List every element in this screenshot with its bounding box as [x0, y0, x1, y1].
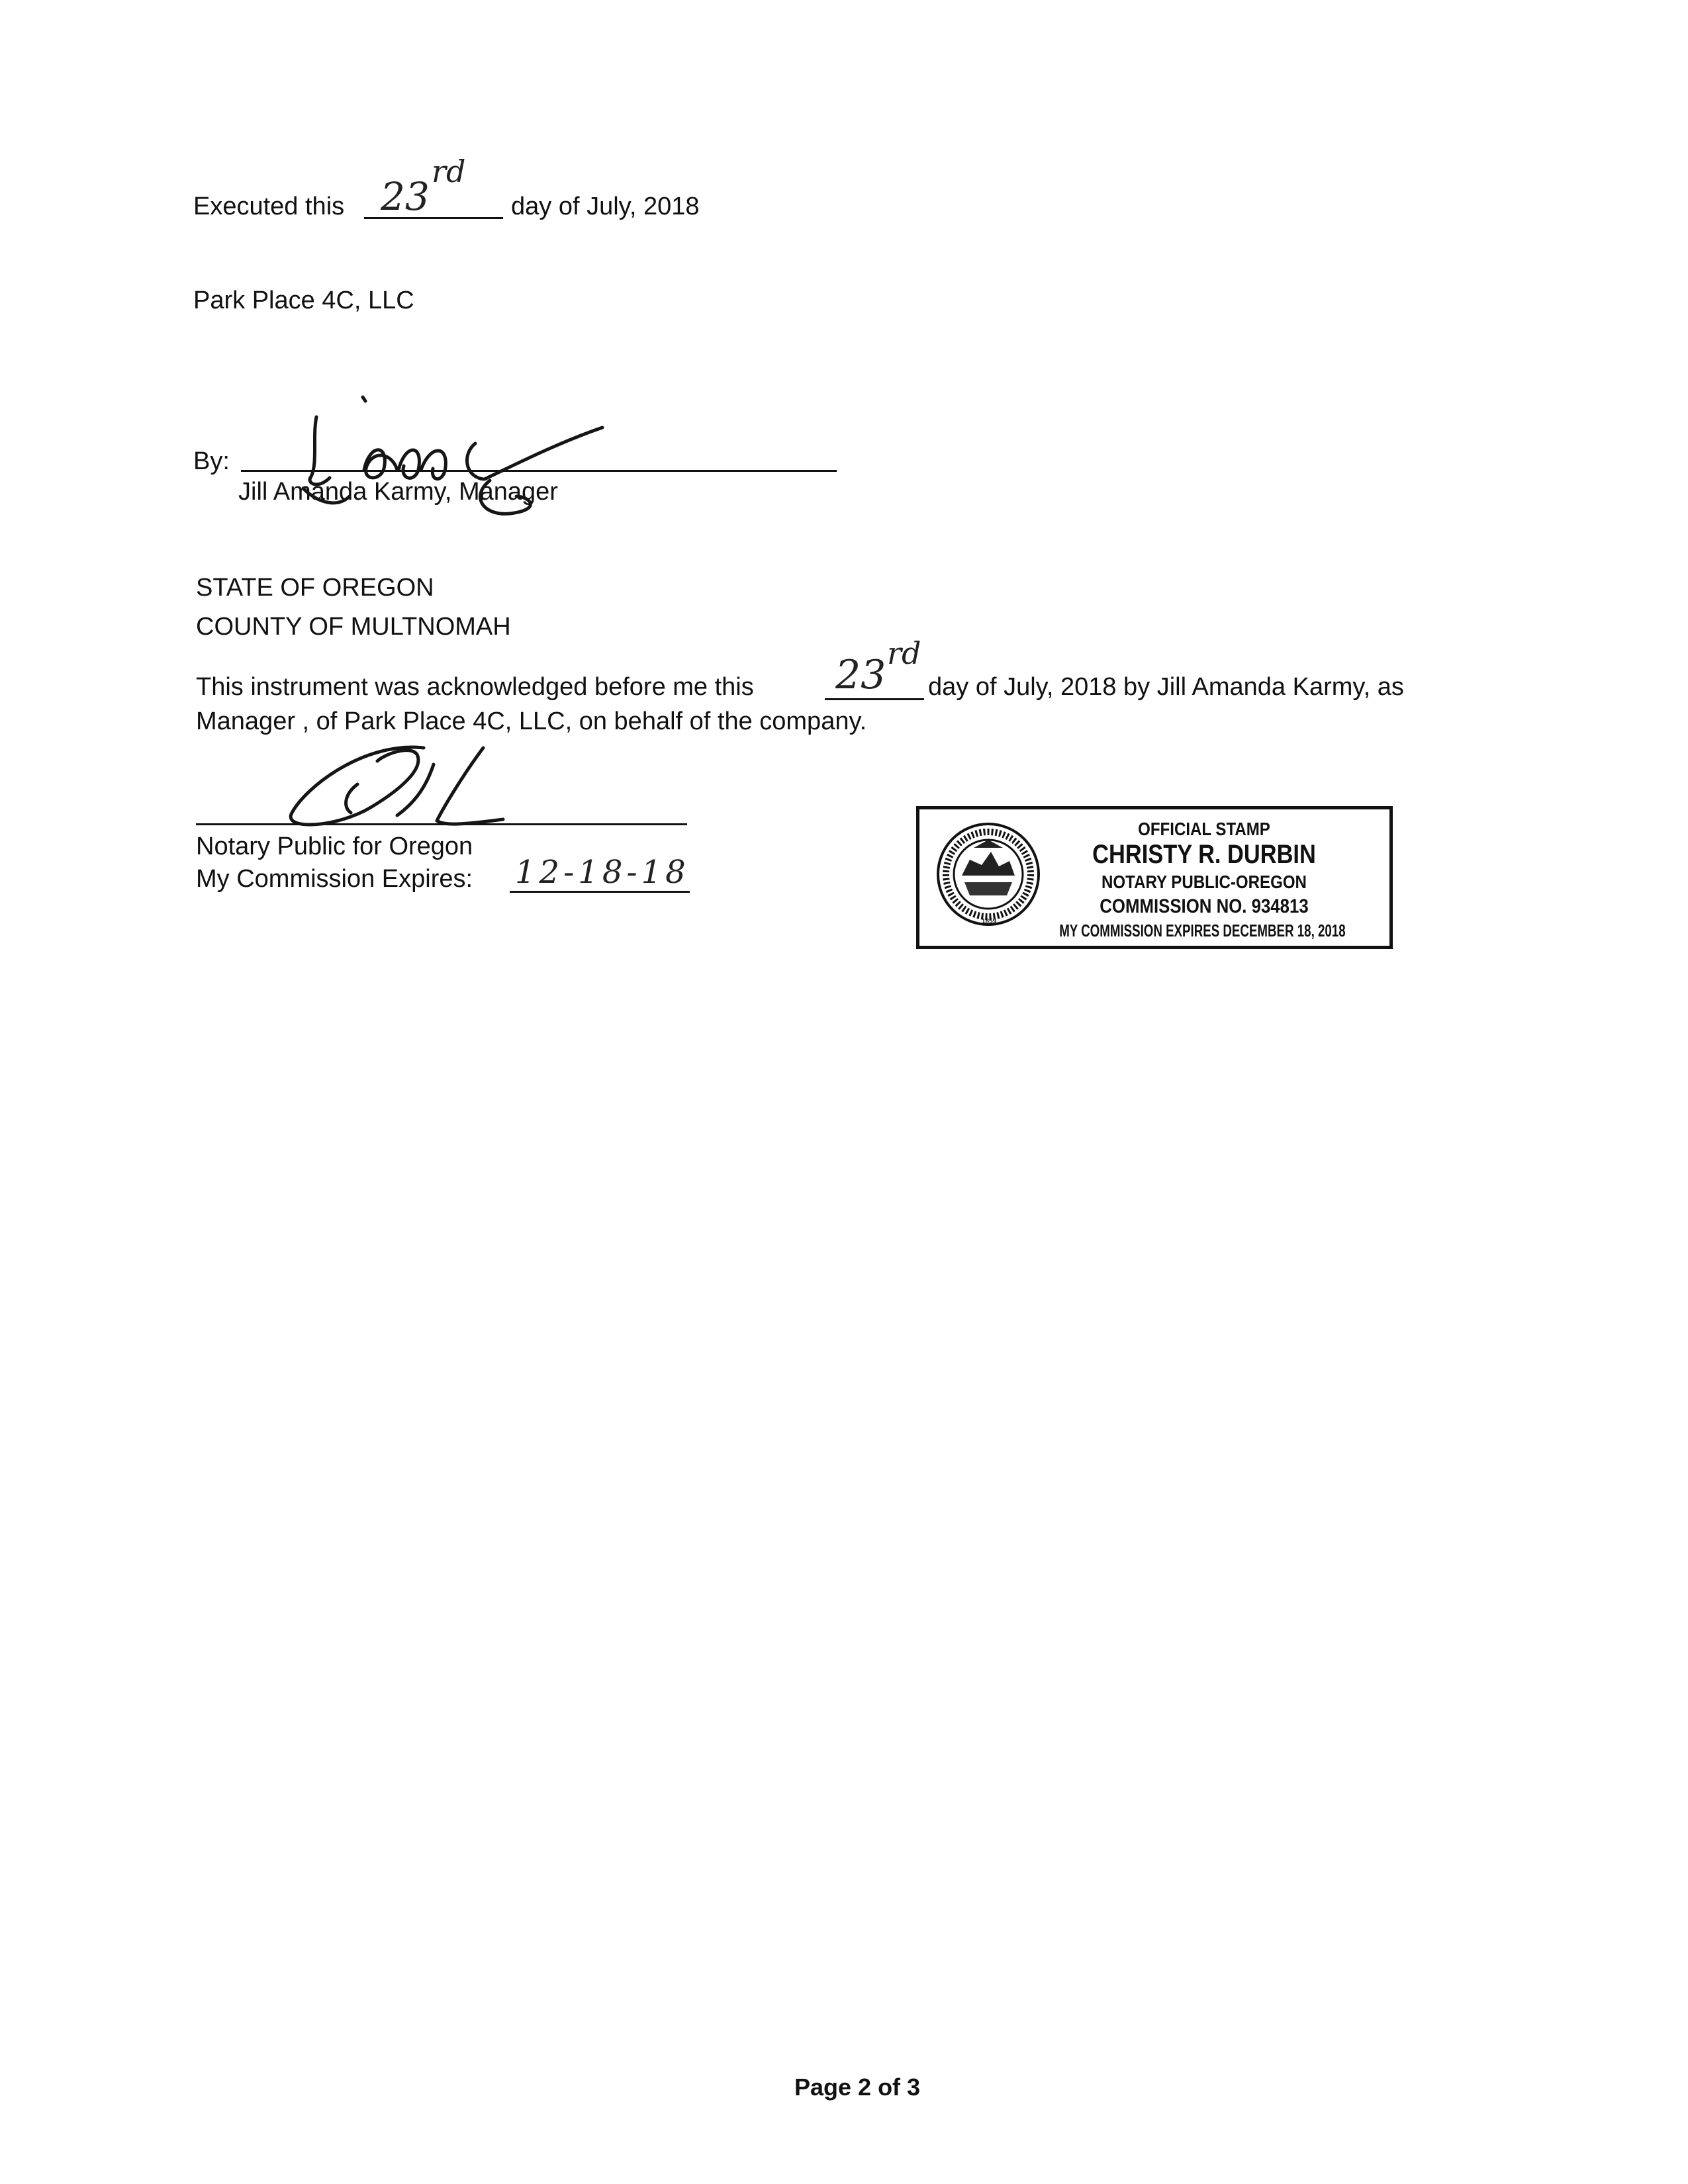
stamp-heading: OFFICIAL STAMP — [1138, 819, 1270, 839]
commission-expires-label: My Commission Expires: — [196, 865, 473, 893]
acknowledgment-day-suffix-handwritten: rd — [887, 635, 921, 671]
acknowledgment-suffix: day of July, 2018 by Jill Amanda Karmy, as — [928, 673, 1404, 701]
venue-county: COUNTY OF MULTNOMAH — [196, 613, 511, 641]
commission-date-handwritten: 12-18-18 — [515, 854, 690, 891]
notary-title: Notary Public for Oregon — [196, 833, 473, 860]
manager-signature — [291, 397, 622, 529]
stamp-commission-number: COMMISSION NO. 934813 — [1100, 895, 1309, 917]
signer-name-title: Jill Amanda Karmy, Manager — [238, 478, 558, 506]
executed-day-suffix-handwritten: rd — [432, 154, 466, 189]
notary-signature — [265, 735, 516, 834]
stamp-title: NOTARY PUBLIC-OREGON — [1102, 872, 1307, 892]
commission-date-blank — [510, 891, 690, 893]
state-seal-icon — [935, 821, 1041, 927]
acknowledgment-prefix: This instrument was acknowledged before me this — [196, 673, 754, 701]
official-stamp — [916, 806, 1393, 949]
venue-state: STATE OF OREGON — [196, 574, 434, 602]
page-number: Page 2 of 3 — [794, 2073, 921, 2101]
by-label: By: — [193, 447, 230, 475]
acknowledgment-day-handwritten: 23 — [835, 652, 886, 698]
acknowledgment-line-2: Manager , of Park Place 4C, LLC, on behalf of the company. — [196, 707, 867, 735]
executed-day-handwritten: 23 — [381, 174, 430, 219]
stamp-expiration: MY COMMISSION EXPIRES DECEMBER 18, 2018 — [1059, 921, 1346, 940]
executed-suffix: day of July, 2018 — [511, 193, 700, 220]
executed-prefix: Executed this — [193, 193, 345, 220]
company-name: Park Place 4C, LLC — [193, 287, 414, 314]
stamp-name: CHRISTY R. DURBIN — [1092, 840, 1316, 869]
acknowledgment-day-blank — [825, 698, 924, 700]
seal-year: 1859 — [982, 918, 997, 925]
